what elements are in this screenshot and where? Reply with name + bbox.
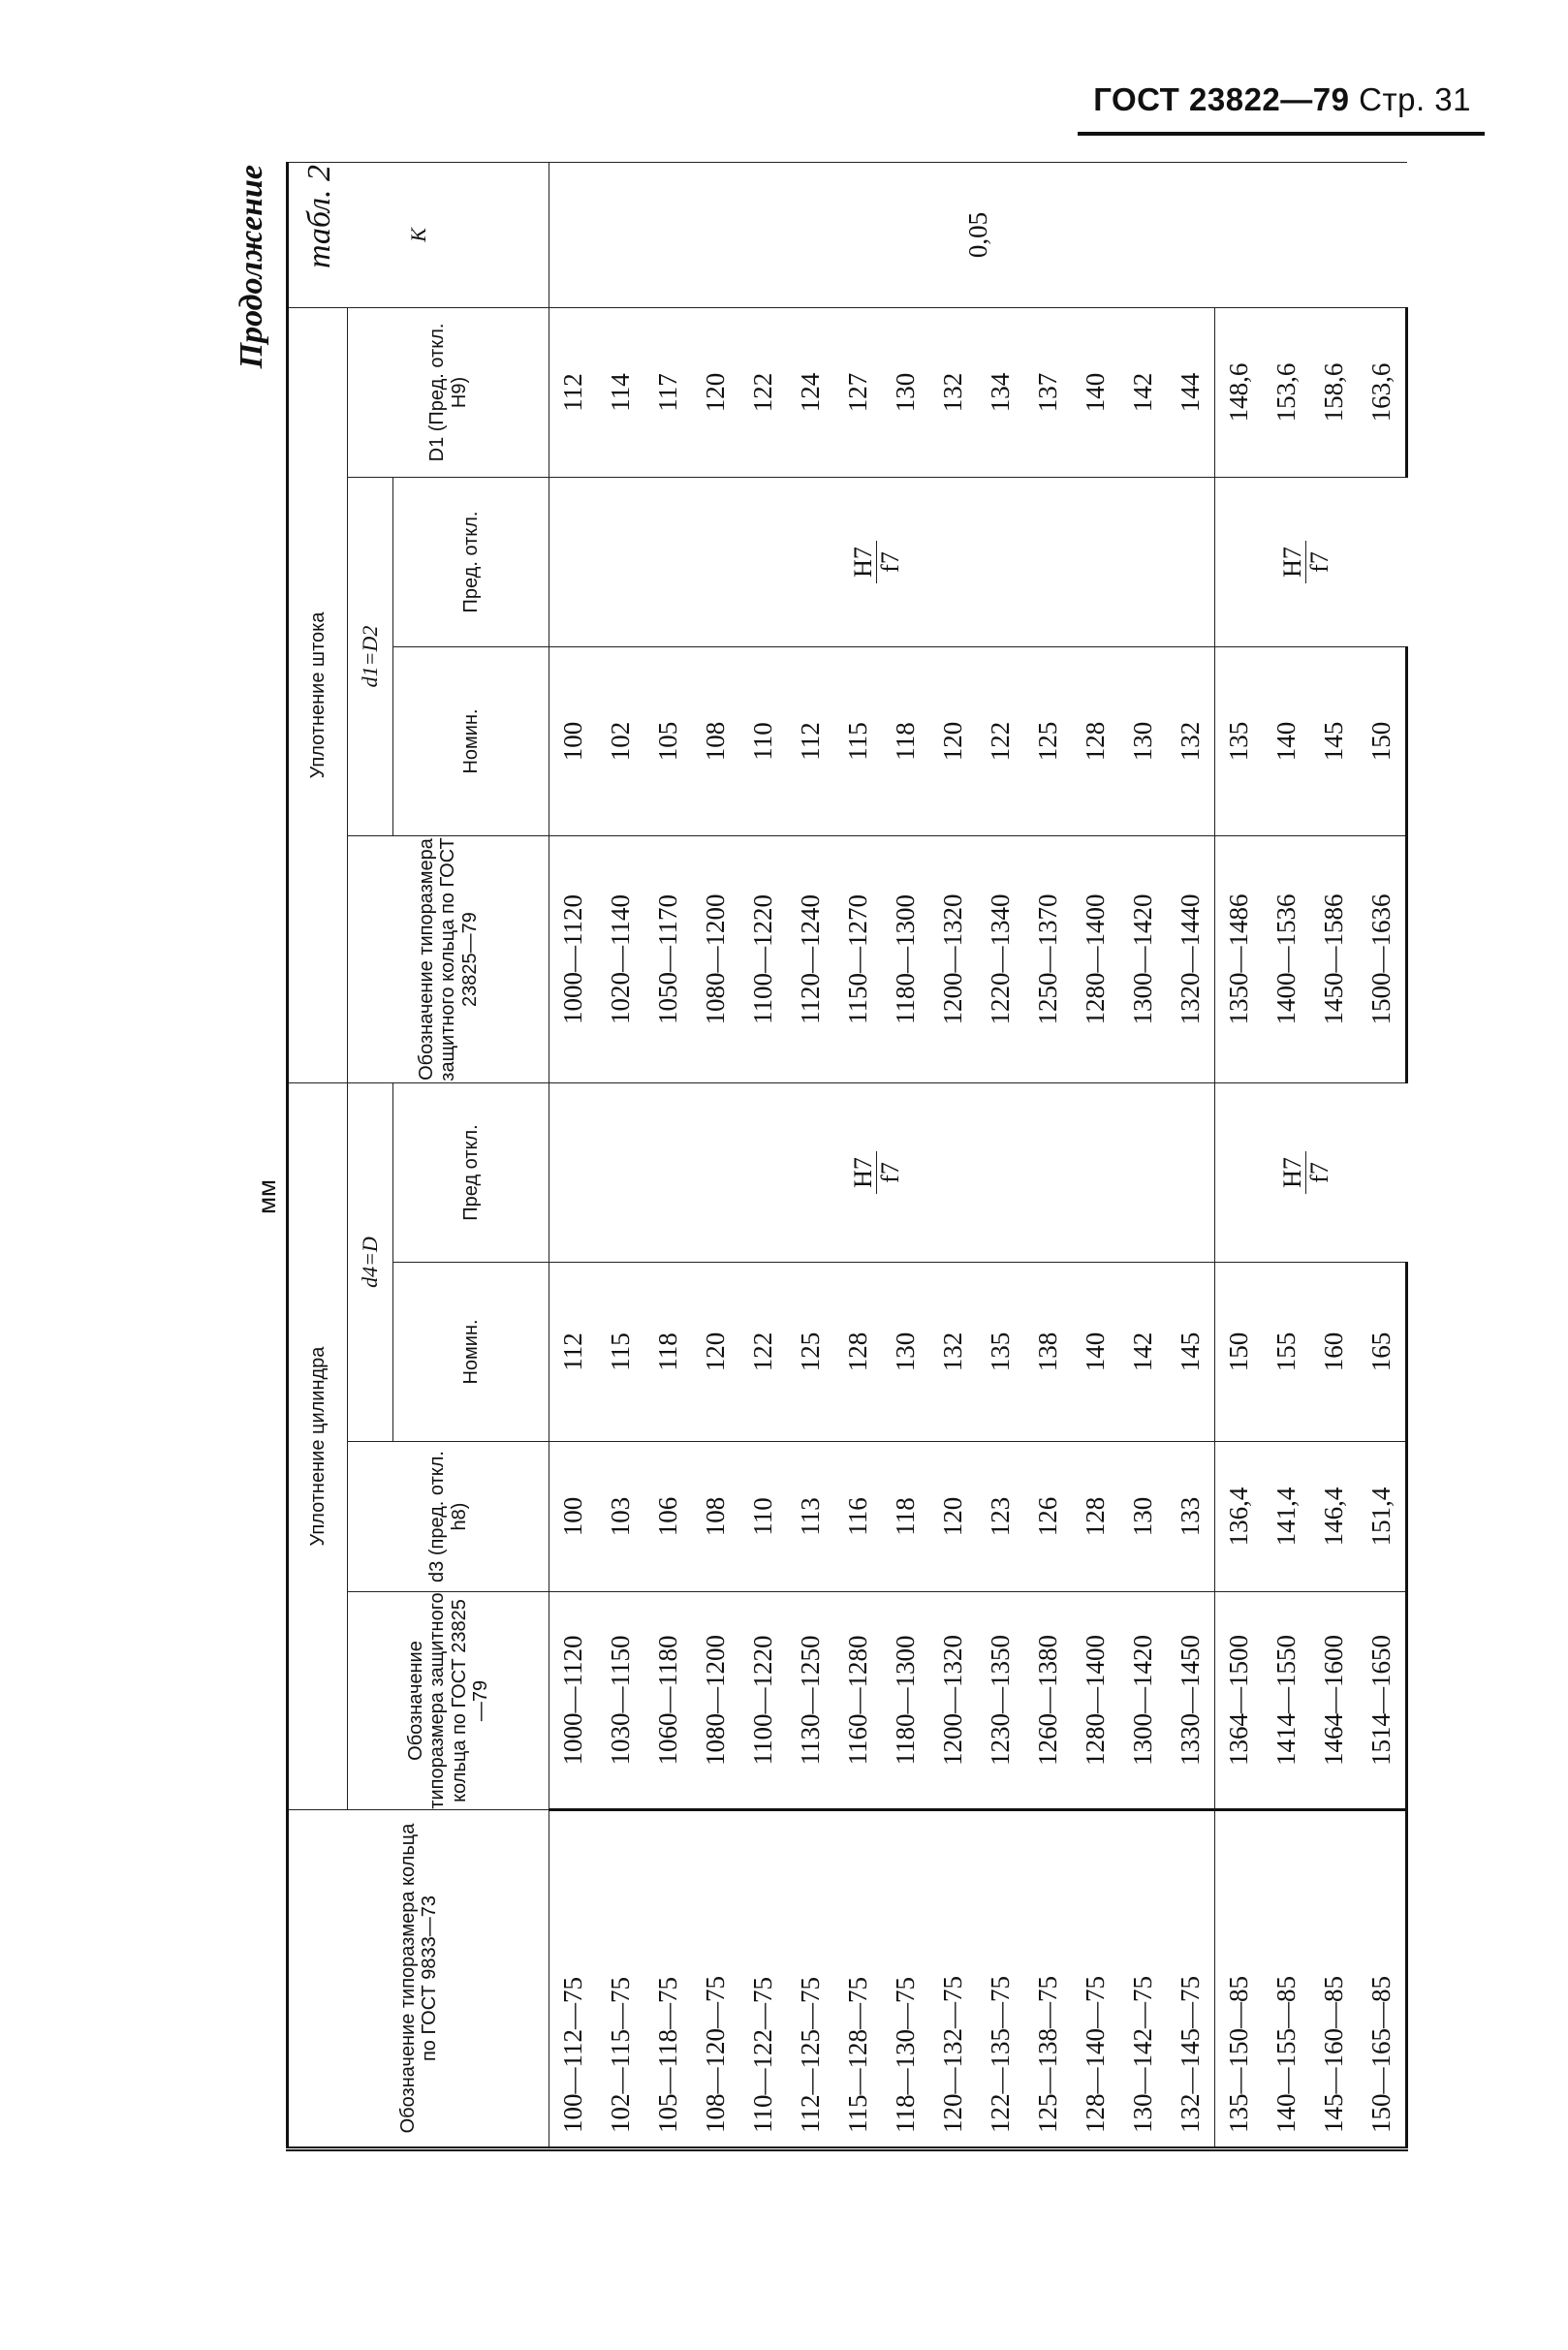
cyl-protective-ring-cell: 1514—1650 [1358,1592,1407,1810]
header-cylinder-seal: Уплотнение цилиндра [288,1083,348,1810]
d1-nominal-cell: 115 [834,647,882,836]
tolerance-upper: H7 [1279,1151,1306,1194]
d4-nominal-cell: 122 [739,1263,787,1442]
ring-designation-cell: 108—120—75 [692,1810,739,2149]
d3-cell: 130 [1119,1442,1167,1592]
cyl-protective-ring-cell: 1200—1320 [929,1592,977,1810]
d1-nominal-cell: 132 [1167,647,1215,836]
cyl-protective-ring-cell: 1230—1350 [977,1592,1024,1810]
header-ring-designation: Обозначение типоразмера кольца по ГОСТ 9833—73 [288,1810,549,2149]
table-caption [218,165,337,388]
header-d1-limit: Пред. откл. [393,478,549,647]
tolerance-lower: f7 [1304,551,1333,573]
d4-nominal-cell: 112 [549,1263,598,1442]
table-row [1215,162,1264,2148]
d3-cell: 103 [597,1442,644,1592]
d1-nominal-cell: 105 [644,647,692,836]
ring-designation-cell: 122—135—75 [977,1810,1024,2149]
d4-tolerance-cell [549,1083,1215,1263]
d4-nominal-cell: 125 [787,1263,834,1442]
d4-nominal-cell: 138 [1024,1263,1072,1442]
cyl-protective-ring-cell: 1080—1200 [692,1592,739,1810]
D1-cell: 140 [1072,307,1119,477]
tolerance-upper: H7 [850,541,877,583]
header-k-text: K [405,228,430,242]
rotated-table-block [218,165,1478,2151]
cyl-protective-ring-cell: 1300—1420 [1119,1592,1167,1810]
d1-nominal-cell: 110 [739,647,787,836]
d4-nominal-cell: 135 [977,1263,1024,1442]
ring-designation-cell: 140—155—85 [1263,1810,1310,2149]
cyl-protective-ring-cell: 1130—1250 [787,1592,834,1810]
ring-designation-cell: 118—130—75 [882,1810,929,2149]
header-k [288,162,549,307]
D1-cell: 144 [1167,307,1215,477]
d3-cell: 123 [977,1442,1024,1592]
d4-nominal-cell: 155 [1263,1263,1310,1442]
table-body [549,162,1407,2148]
D1-cell: 124 [787,307,834,477]
D1-cell: 112 [549,307,598,477]
ring-designation-cell: 128—140—75 [1072,1810,1119,2149]
d3-cell: 116 [834,1442,882,1592]
d1-nominal-cell: 112 [787,647,834,836]
d3-cell: 106 [644,1442,692,1592]
d3-cell: 110 [739,1442,787,1592]
ring-designation-cell: 150—165—85 [1358,1810,1407,2149]
d1-nominal-cell: 122 [977,647,1024,836]
header-d1 [348,478,393,836]
d1-nominal-cell: 128 [1072,647,1119,836]
d4-nominal-cell: 150 [1215,1263,1264,1442]
cyl-protective-ring-cell: 1000—1120 [549,1592,598,1810]
d1-nominal-cell: 145 [1310,647,1358,836]
d1-nominal-cell: 102 [597,647,644,836]
header-rod-seal: Уплотнение штока [288,307,348,1082]
ring-designation-cell: 112—125—75 [787,1810,834,2149]
tolerance-upper: H7 [850,1151,877,1194]
d4-nominal-cell: 142 [1119,1263,1167,1442]
tolerance-lower: f7 [876,1162,905,1183]
ring-designation-cell: 130—142—75 [1119,1810,1167,2149]
d3-cell: 128 [1072,1442,1119,1592]
d3-cell: 146,4 [1310,1442,1358,1592]
d1-nominal-cell: 100 [549,647,598,836]
d3-cell: 120 [929,1442,977,1592]
D1-cell: 132 [929,307,977,477]
cyl-protective-ring-cell: 1280—1400 [1072,1592,1119,1810]
k-value-cell: 0,05 [549,162,1407,307]
cyl-protective-ring-cell: 1060—1180 [644,1592,692,1810]
cyl-protective-ring-cell: 1260—1380 [1024,1592,1072,1810]
D1-cell: 127 [834,307,882,477]
d1-nominal-cell: 118 [882,647,929,836]
header-rule [1078,132,1485,136]
caption-word: Продолжение [234,165,269,369]
d4-tolerance-fraction [850,1151,904,1194]
D1-cell: 158,6 [1310,307,1358,477]
cyl-protective-ring-cell: 1180—1300 [882,1592,929,1810]
ring-designation-cell: 115—128—75 [834,1810,882,2149]
d1-nominal-cell: 130 [1119,647,1167,836]
rod-protective-ring-cell: 1080—1200 [692,836,739,1083]
rod-protective-ring-cell: 1320—1440 [1167,836,1215,1083]
cyl-protective-ring-cell: 1030—1150 [597,1592,644,1810]
rod-protective-ring-cell: 1350—1486 [1215,836,1264,1083]
rod-protective-ring-cell: 1200—1320 [929,836,977,1083]
ring-designation-cell: 135—150—85 [1215,1810,1264,2149]
d4-tolerance-cell [1215,1083,1407,1263]
ring-designation-cell: 145—160—85 [1310,1810,1358,2149]
D1-cell: 137 [1024,307,1072,477]
d1-nominal-cell: 135 [1215,647,1264,836]
tolerance-lower: f7 [1304,1162,1333,1183]
header-D1: D1 (Пред. откл. H9) [348,307,549,477]
d4-tolerance-fraction [1279,1151,1333,1194]
rod-protective-ring-cell: 1000—1120 [549,836,598,1083]
D1-cell: 130 [882,307,929,477]
rod-protective-ring-cell: 1150—1270 [834,836,882,1083]
ring-designation-cell: 120—132—75 [929,1810,977,2149]
ring-designation-cell: 102—115—75 [597,1810,644,2149]
header-d4 [348,1083,393,1442]
ring-designation-cell: 125—138—75 [1024,1810,1072,2149]
D1-cell: 153,6 [1263,307,1310,477]
header-d4-limit: Пред откл. [393,1083,549,1263]
table-row [549,162,598,2148]
d3-cell: 113 [787,1442,834,1592]
D1-cell: 122 [739,307,787,477]
d1-tolerance-fraction [850,541,904,583]
rod-protective-ring-cell: 1050—1170 [644,836,692,1083]
d1-nominal-cell: 120 [929,647,977,836]
d4-nominal-cell: 145 [1167,1263,1215,1442]
d3-cell: 100 [549,1442,598,1592]
d4-nominal-cell: 140 [1072,1263,1119,1442]
caption-label: табл. 2 [301,165,337,269]
rod-protective-ring-cell: 1250—1370 [1024,836,1072,1083]
d3-cell: 141,4 [1263,1442,1310,1592]
header-d1-nominal: Номин. [393,647,549,836]
d1-nominal-cell: 150 [1358,647,1407,836]
cyl-protective-ring-cell: 1330—1450 [1167,1592,1215,1810]
rod-protective-ring-cell: 1300—1420 [1119,836,1167,1083]
header-d4-text: d4=D [357,1237,382,1288]
D1-cell: 114 [597,307,644,477]
rod-protective-ring-cell: 1280—1400 [1072,836,1119,1083]
d4-nominal-cell: 132 [929,1263,977,1442]
cyl-protective-ring-cell: 1100—1220 [739,1592,787,1810]
ring-designation-cell: 105—118—75 [644,1810,692,2149]
cyl-protective-ring-cell: 1160—1280 [834,1592,882,1810]
rod-protective-ring-cell: 1180—1300 [882,836,929,1083]
header-d1-text: d1=D2 [357,625,382,688]
document-code: ГОСТ 23822—79 [1093,81,1350,117]
d3-cell: 133 [1167,1442,1215,1592]
rod-protective-ring-cell: 1450—1586 [1310,836,1358,1083]
cyl-protective-ring-cell: 1464—1600 [1310,1592,1358,1810]
page-number: Стр. 31 [1359,81,1471,117]
d4-nominal-cell: 165 [1358,1263,1407,1442]
d3-cell: 126 [1024,1442,1072,1592]
cyl-protective-ring-cell: 1414—1550 [1263,1592,1310,1810]
D1-cell: 117 [644,307,692,477]
d4-nominal-cell: 120 [692,1263,739,1442]
rod-protective-ring-cell: 1020—1140 [597,836,644,1083]
header-protective-ring-rod: Обозначение типоразмера защитного кольца по ГОСТ 23825—79 [348,836,549,1083]
header-d3: d3 (пред. откл. h8) [348,1442,549,1592]
tolerance-upper: H7 [1279,541,1306,583]
d1-nominal-cell: 125 [1024,647,1072,836]
d1-nominal-cell: 140 [1263,647,1310,836]
rod-protective-ring-cell: 1500—1636 [1358,836,1407,1083]
d3-cell: 136,4 [1215,1442,1264,1592]
d4-nominal-cell: 118 [644,1263,692,1442]
rod-protective-ring-cell: 1100—1220 [739,836,787,1083]
d1-tolerance-cell [549,478,1215,647]
unit-label: мм [252,1179,281,1214]
ring-designation-cell: 100—112—75 [549,1810,598,2149]
rod-protective-ring-cell: 1120—1240 [787,836,834,1083]
D1-cell: 148,6 [1215,307,1264,477]
d1-nominal-cell: 108 [692,647,739,836]
D1-cell: 120 [692,307,739,477]
d3-cell: 108 [692,1442,739,1592]
tolerance-lower: f7 [876,551,905,573]
d1-tolerance-cell [1215,478,1407,647]
ring-designation-cell: 110—122—75 [739,1810,787,2149]
D1-cell: 163,6 [1358,307,1407,477]
d4-nominal-cell: 130 [882,1263,929,1442]
d3-cell: 151,4 [1358,1442,1407,1592]
rod-protective-ring-cell: 1400—1536 [1263,836,1310,1083]
d4-nominal-cell: 160 [1310,1263,1358,1442]
d4-nominal-cell: 115 [597,1263,644,1442]
cyl-protective-ring-cell: 1364—1500 [1215,1592,1264,1810]
dimensions-table [286,162,1408,2151]
d4-nominal-cell: 128 [834,1263,882,1442]
header-d4-nominal: Номин. [393,1263,549,1442]
d1-tolerance-fraction [1279,541,1333,583]
D1-cell: 142 [1119,307,1167,477]
ring-designation-cell: 132—145—75 [1167,1810,1215,2149]
rod-protective-ring-cell: 1220—1340 [977,836,1024,1083]
page-header [1093,81,1471,118]
D1-cell: 134 [977,307,1024,477]
header-protective-ring-cyl: Обозначение типоразмера защитного кольца по ГОСТ 23825—79 [348,1592,549,1810]
d3-cell: 118 [882,1442,929,1592]
